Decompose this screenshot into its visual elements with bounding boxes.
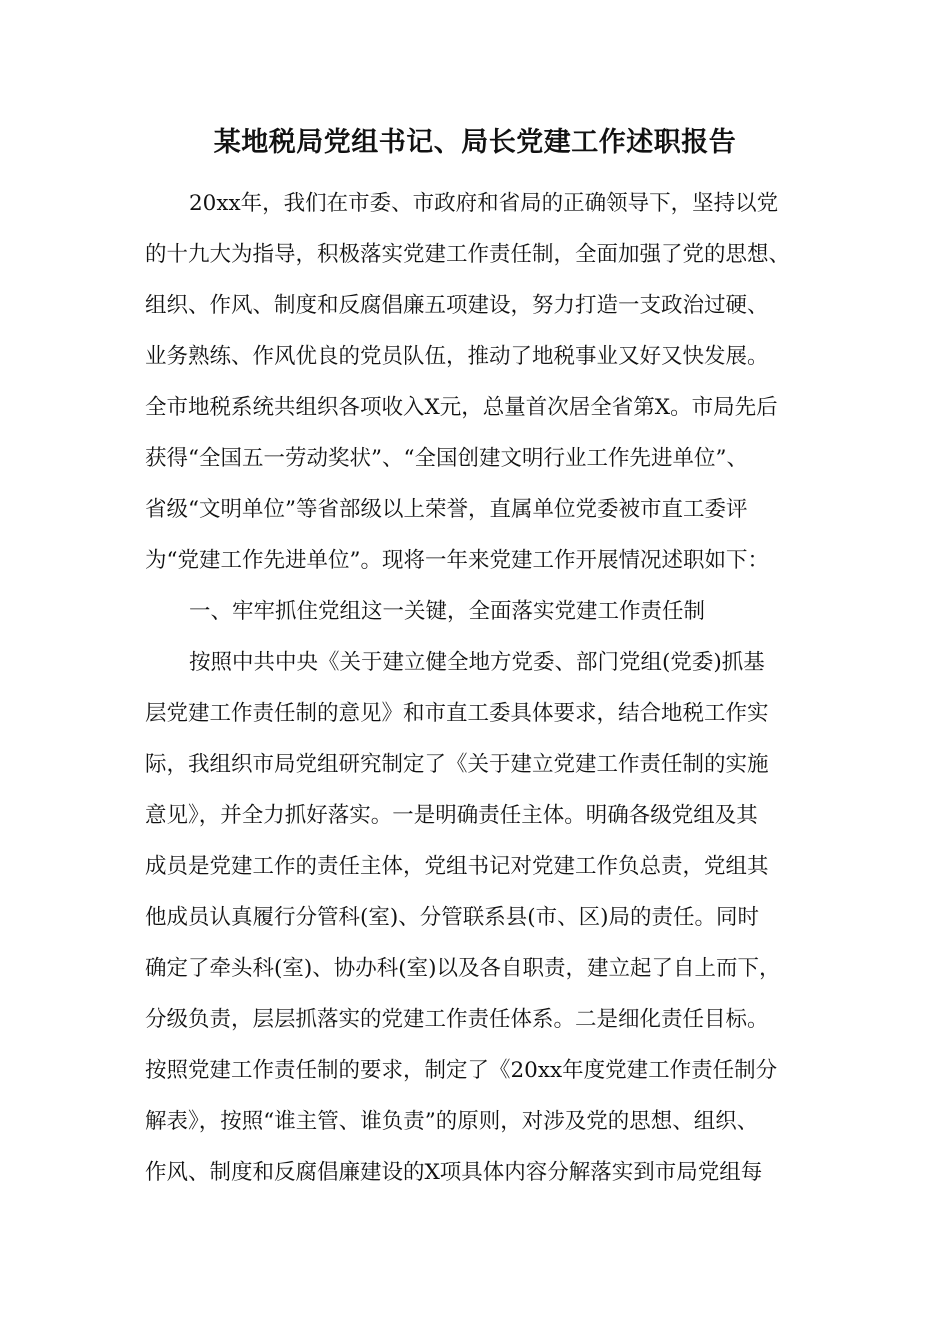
body-line: 层党建工作责任制的意见》和市直工委具体要求，结合地税工作实 — [145, 701, 769, 726]
body-line: 为“党建工作先进单位”。现将一年来党建工作开展情况述职如下： — [145, 548, 769, 573]
body-line: 意见》，并全力抓好落实。一是明确责任主体。明确各级党组及其 — [145, 803, 758, 828]
body-line: 组织、作风、制度和反腐倡廉五项建设，努力打造一支政治过硬、 — [145, 293, 769, 318]
body-line: 成员是党建工作的责任主体，党组书记对党建工作负总责，党组其 — [145, 854, 769, 879]
body-line: 20xx年，我们在市委、市政府和省局的正确领导下，坚持以党 — [189, 191, 779, 216]
body-line: 确定了牵头科(室)、协办科(室)以及各自职责，建立起了自上而下， — [145, 956, 781, 981]
body-line: 全市地税系统共组织各项收入X元，总量首次居全省第X。市局先后 — [145, 395, 778, 420]
body-line: 的十九大为指导，积极落实党建工作责任制，全面加强了党的思想、 — [145, 242, 791, 267]
body-line: 按照党建工作责任制的要求，制定了《20xx年度党建工作责任制分 — [145, 1058, 778, 1083]
section-heading: 一、牢牢抓住党组这一关键，全面落实党建工作责任制 — [189, 599, 706, 624]
body-line: 解表》，按照“谁主管、谁负责”的原则，对涉及党的思想、组织、 — [145, 1109, 759, 1134]
body-line: 业务熟练、作风优良的党员队伍，推动了地税事业又好又快发展。 — [145, 344, 769, 369]
body-line: 际，我组织市局党组研究制定了《关于建立党建工作责任制的实施 — [145, 752, 769, 777]
body-line: 作风、制度和反腐倡廉建设的X项具体内容分解落实到市局党组每 — [145, 1160, 763, 1185]
body-line: 省级“文明单位”等省部级以上荣誉，直属单位党委被市直工委评 — [145, 497, 748, 522]
body-line: 按照中共中央《关于建立健全地方党委、部门党组(党委)抓基 — [189, 650, 765, 675]
document-title: 某地税局党组书记、局长党建工作述职报告 — [213, 127, 737, 158]
body-line: 获得“全国五一劳动奖状”、“全国创建文明行业工作先进单位”、 — [145, 446, 748, 471]
body-line: 分级负责，层层抓落实的党建工作责任体系。二是细化责任目标。 — [145, 1007, 769, 1032]
body-line: 他成员认真履行分管科(室)、分管联系县(市、区)局的责任。同时 — [145, 905, 760, 930]
